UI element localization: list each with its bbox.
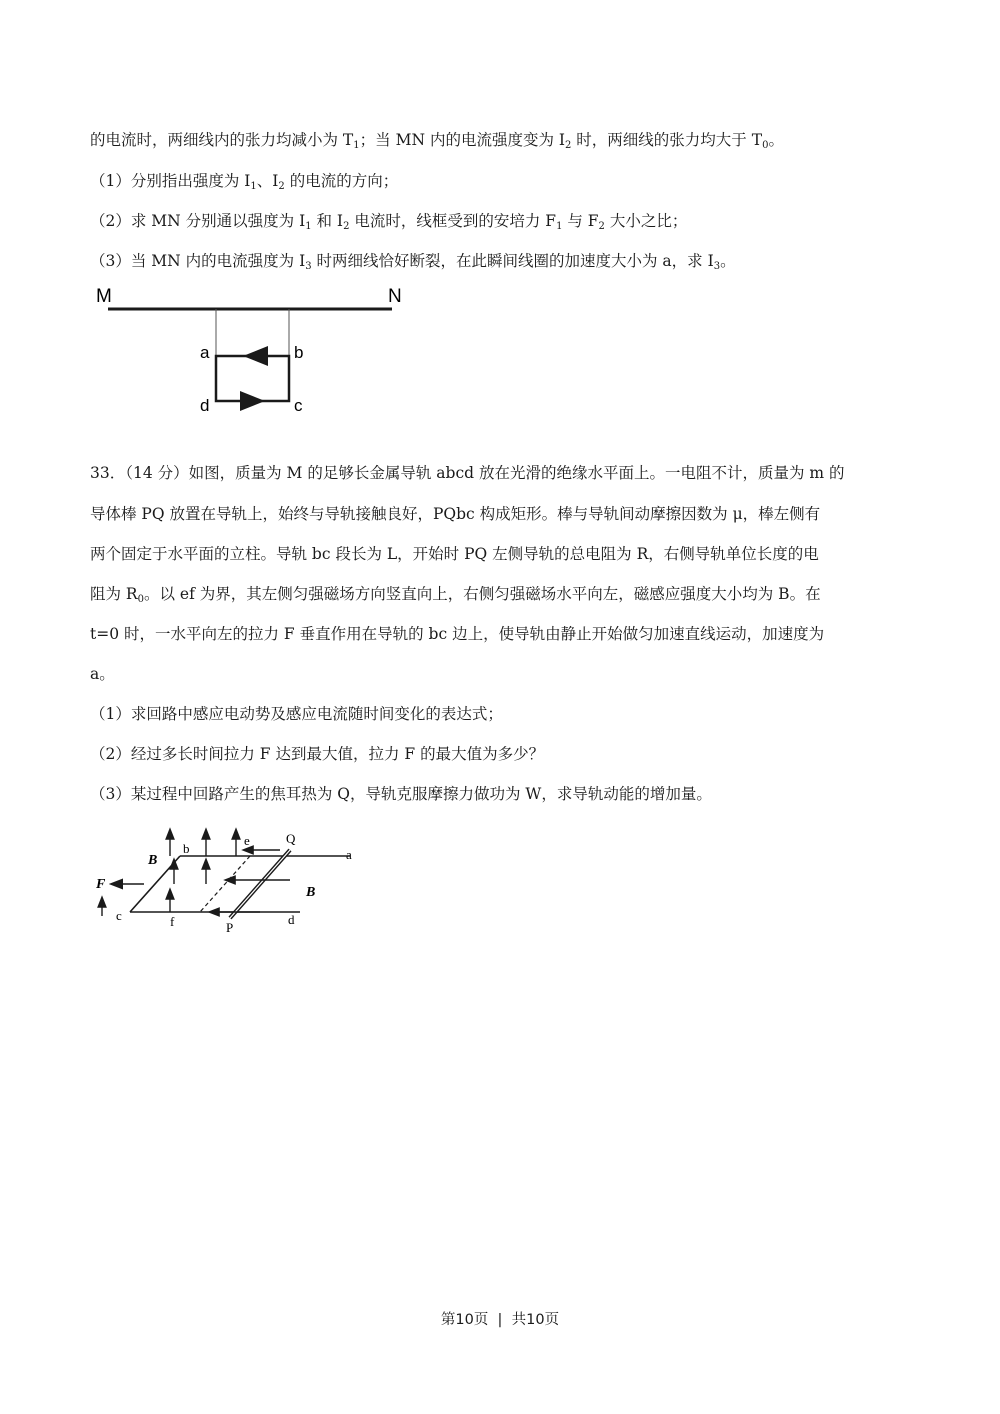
label-e: e <box>244 833 250 848</box>
label-N: N <box>388 286 402 307</box>
label-b: b <box>294 343 304 362</box>
p32-wire-loop-figure <box>90 278 420 418</box>
label-F: F <box>96 877 106 892</box>
p32-intro-line: 的电流时，两细线内的张力均减小为 $T_1$；当 MN 内的电流强度变为 $I_2$ 时，两细线的张力均大于 $T_0$。 <box>90 131 784 151</box>
label-a: a <box>346 847 352 862</box>
label-f: f <box>170 914 175 929</box>
p33-line-6: a。 <box>90 665 115 683</box>
label-Q: Q <box>286 831 296 846</box>
p33-line-2: 导体棒 PQ 放置在导轨上，始终与导轨接触良好，PQbc 构成矩形。棒与导轨间动摩擦因数为 μ，棒左侧有 <box>90 505 821 523</box>
label-d: d <box>288 912 295 927</box>
footer-separator: | <box>497 1312 503 1328</box>
p33-question-3: （3）某过程中回路产生的焦耳热为 Q，导轨克服摩擦力做功为 W，求导轨动能的增加量。 <box>90 785 712 803</box>
label-B-right: B <box>306 885 316 900</box>
p33-line-1: 33．（14 分）如图，质量为 M 的足够长金属导轨 abcd 放在光滑的绝缘水平面上。一电阻不计，质量为 m 的 <box>90 464 845 482</box>
p33-rail-figure <box>94 826 374 938</box>
label-d: d <box>200 396 210 415</box>
label-P: P <box>226 920 234 935</box>
page-footer <box>0 1308 1000 1329</box>
label-a: a <box>200 343 210 362</box>
label-b: b <box>183 841 190 856</box>
p33-question-1: （1）求回路中感应电动势及感应电流随时间变化的表达式； <box>90 705 503 723</box>
p32-question-3: （3）当 MN 内的电流强度为 $I_3$ 时两细线恰好断裂，在此瞬间线圈的加速度大小为 a，求 $I_3$。 <box>90 252 736 272</box>
coil-abcd <box>216 356 289 401</box>
p33-line-3: 两个固定于水平面的立柱。导轨 bc 段长为 L，开始时 PQ 左侧导轨的总电阻为 R，右侧导轨单位长度的电 <box>90 545 819 563</box>
page-total: 共10页 <box>511 1312 560 1328</box>
p32-question-2: （2）求 MN 分别通以强度为 $I_1$ 和 $I_2$ 电流时，线框受到的安培力 $F_1$ 与 $F_2$ 大小之比； <box>90 212 688 232</box>
p33-line-4: 阻为 $R_0$。以 ef 为界，其左侧匀强磁场方向竖直向上，右侧匀强磁场水平向左，磁感应强度大小均为 B。在 <box>90 585 821 605</box>
label-M: M <box>96 286 112 307</box>
label-c: c <box>294 396 303 415</box>
p33-question-2: （2）经过多长时间拉力 F 达到最大值，拉力 F 的最大值为多少？ <box>90 745 545 763</box>
p32-question-1: （1）分别指出强度为 $I_1$、$I_2$ 的电流的方向； <box>90 172 399 192</box>
p33-line-5: t=0 时，一水平向左的拉力 F 垂直作用在导轨的 bc 边上，使导轨由静止开始做匀加速直线运动，加速度为 <box>90 625 825 643</box>
label-c: c <box>116 908 122 923</box>
page-number: 第10页 <box>440 1312 489 1328</box>
label-B-top: B <box>148 853 158 868</box>
